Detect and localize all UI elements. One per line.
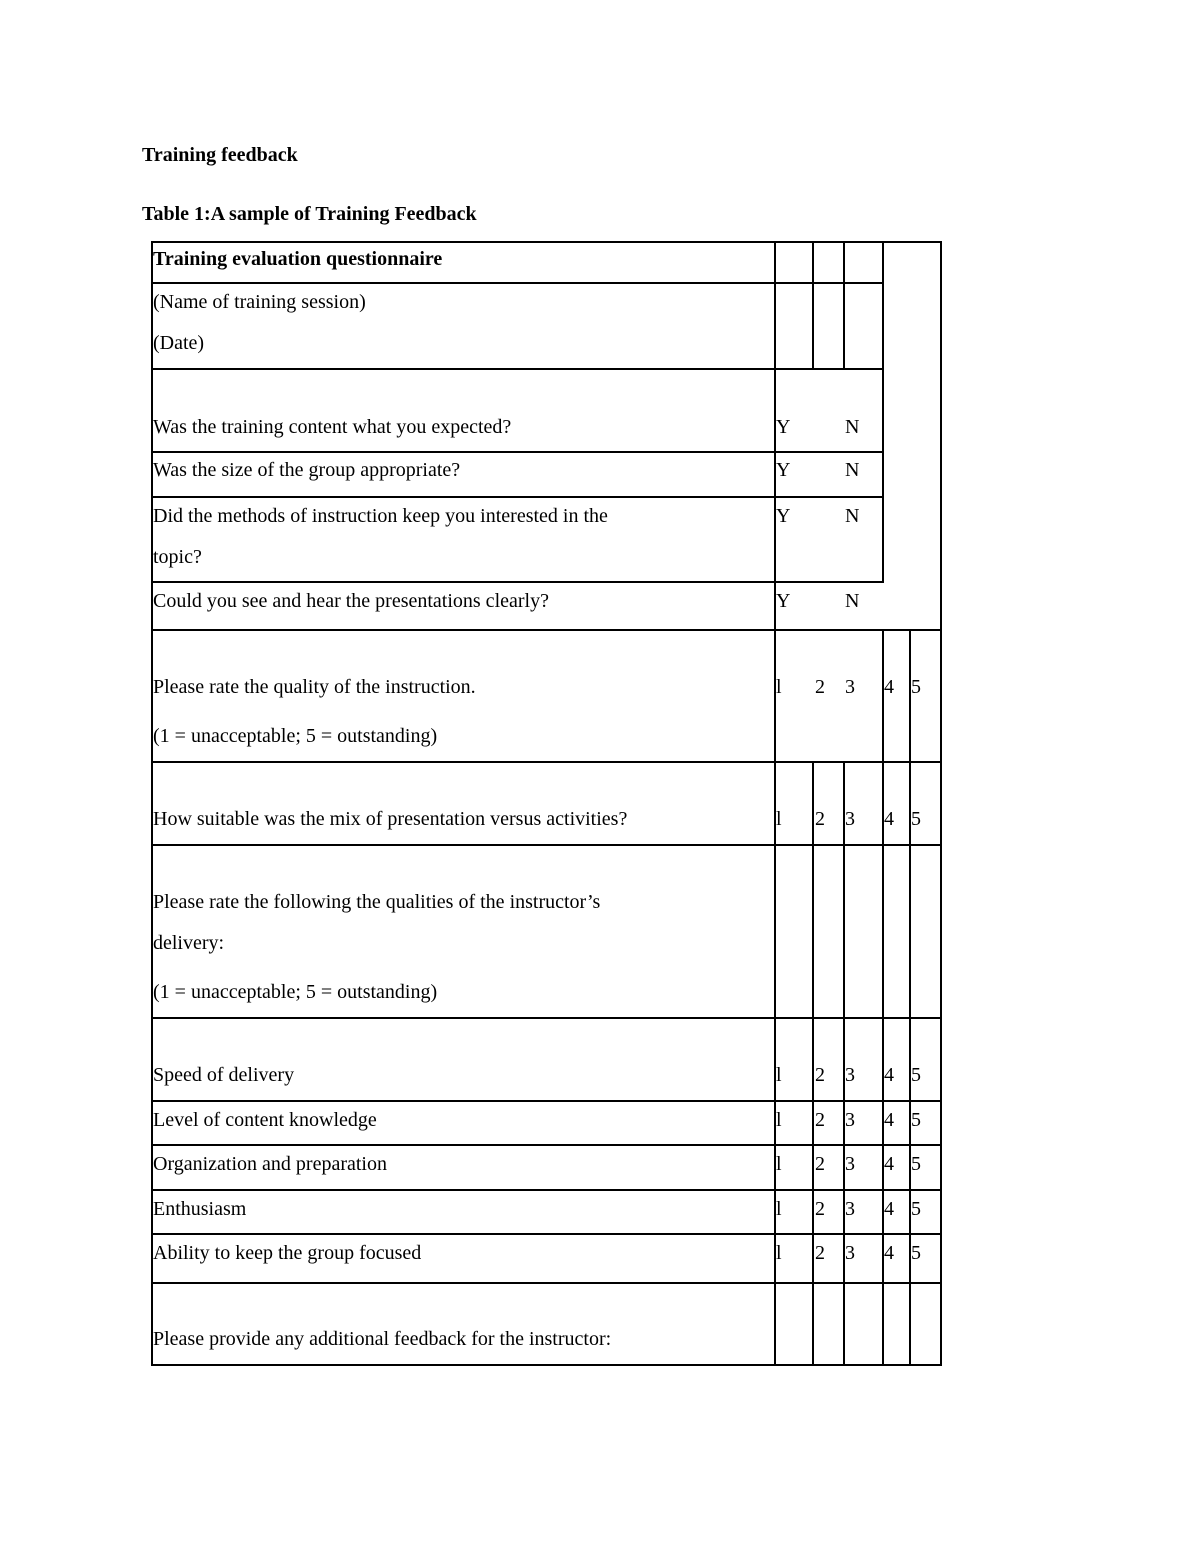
table-rule bbox=[882, 241, 884, 583]
table-rule bbox=[151, 1100, 942, 1102]
question-text: topic? bbox=[153, 546, 202, 568]
rating-4: 4 bbox=[884, 1109, 894, 1131]
rating-3: 3 bbox=[845, 1109, 855, 1131]
table-rule bbox=[812, 761, 814, 1366]
table-rule bbox=[151, 1282, 942, 1284]
table-rule bbox=[151, 1144, 942, 1146]
rating-2: 2 bbox=[815, 1109, 825, 1131]
question-text: delivery: bbox=[153, 932, 225, 954]
table-rule bbox=[843, 241, 845, 369]
document-title: Training feedback bbox=[142, 144, 298, 166]
rating-5: 5 bbox=[911, 1242, 921, 1264]
rating-4: 4 bbox=[884, 1242, 894, 1264]
table-caption: Table 1:A sample of Training Feedback bbox=[142, 203, 477, 225]
no-option: N bbox=[845, 459, 860, 481]
rating-4: 4 bbox=[884, 1064, 894, 1086]
scale-note: (1 = unacceptable; 5 = outstanding) bbox=[153, 981, 438, 1003]
yes-option: Y bbox=[776, 505, 791, 527]
no-option: N bbox=[845, 590, 860, 612]
rating-3: 3 bbox=[845, 808, 855, 830]
rating-2: 2 bbox=[815, 808, 825, 830]
table-rule bbox=[151, 1233, 942, 1235]
rating-2: 2 bbox=[815, 676, 825, 698]
rating-1: l bbox=[776, 1242, 782, 1264]
questionnaire-header: Training evaluation questionnaire bbox=[153, 248, 443, 270]
yes-option: Y bbox=[776, 416, 791, 438]
rating-5: 5 bbox=[911, 1064, 921, 1086]
rating-2: 2 bbox=[815, 1198, 825, 1220]
delivery-item: Speed of delivery bbox=[153, 1064, 295, 1086]
rating-1: l bbox=[776, 1109, 782, 1131]
rating-5: 5 bbox=[911, 808, 921, 830]
table-rule bbox=[151, 1189, 942, 1191]
rating-1: l bbox=[776, 1153, 782, 1175]
rating-5: 5 bbox=[911, 1198, 921, 1220]
rating-3: 3 bbox=[845, 1153, 855, 1175]
no-option: N bbox=[845, 505, 860, 527]
date-label: (Date) bbox=[153, 332, 205, 354]
table-rule bbox=[151, 1364, 942, 1366]
question-text: Was the training content what you expected? bbox=[153, 416, 512, 438]
question-text: Please rate the quality of the instruction. bbox=[153, 676, 476, 698]
rating-3: 3 bbox=[845, 676, 855, 698]
rating-5: 5 bbox=[911, 1153, 921, 1175]
delivery-item: Level of content knowledge bbox=[153, 1109, 377, 1131]
table-rule bbox=[151, 1017, 942, 1019]
question-text: Was the size of the group appropriate? bbox=[153, 459, 461, 481]
delivery-item: Organization and preparation bbox=[153, 1153, 387, 1175]
yes-option: Y bbox=[776, 459, 791, 481]
rating-5: 5 bbox=[911, 1109, 921, 1131]
rating-4: 4 bbox=[884, 676, 894, 698]
delivery-item: Ability to keep the group focused bbox=[153, 1242, 422, 1264]
session-name-label: (Name of training session) bbox=[153, 291, 366, 313]
delivery-item: Enthusiasm bbox=[153, 1198, 247, 1220]
table-rule bbox=[151, 761, 942, 763]
question-text: How suitable was the mix of presentation versus activities? bbox=[153, 808, 628, 830]
table-rule bbox=[151, 241, 942, 243]
rating-1: l bbox=[776, 1198, 782, 1220]
rating-1: l bbox=[776, 808, 782, 830]
table-rule bbox=[940, 241, 942, 1366]
rating-2: 2 bbox=[815, 1242, 825, 1264]
question-text: Did the methods of instruction keep you interested in the bbox=[153, 505, 608, 527]
additional-feedback-prompt: Please provide any additional feedback for the instructor: bbox=[153, 1328, 612, 1350]
rating-3: 3 bbox=[845, 1064, 855, 1086]
rating-5: 5 bbox=[911, 676, 921, 698]
table-rule bbox=[151, 629, 942, 631]
rating-3: 3 bbox=[845, 1198, 855, 1220]
question-text: Please rate the following the qualities of the instructor’s bbox=[153, 891, 601, 913]
yes-option: Y bbox=[776, 590, 791, 612]
rating-2: 2 bbox=[815, 1064, 825, 1086]
rating-4: 4 bbox=[884, 808, 894, 830]
no-option: N bbox=[845, 416, 860, 438]
rating-1: l bbox=[776, 1064, 782, 1086]
table-rule bbox=[812, 241, 814, 369]
rating-2: 2 bbox=[815, 1153, 825, 1175]
rating-3: 3 bbox=[845, 1242, 855, 1264]
scale-note: (1 = unacceptable; 5 = outstanding) bbox=[153, 725, 438, 747]
rating-4: 4 bbox=[884, 1153, 894, 1175]
question-text: Could you see and hear the presentations clearly? bbox=[153, 590, 549, 612]
rating-1: l bbox=[776, 676, 782, 698]
rating-4: 4 bbox=[884, 1198, 894, 1220]
table-rule bbox=[151, 844, 942, 846]
